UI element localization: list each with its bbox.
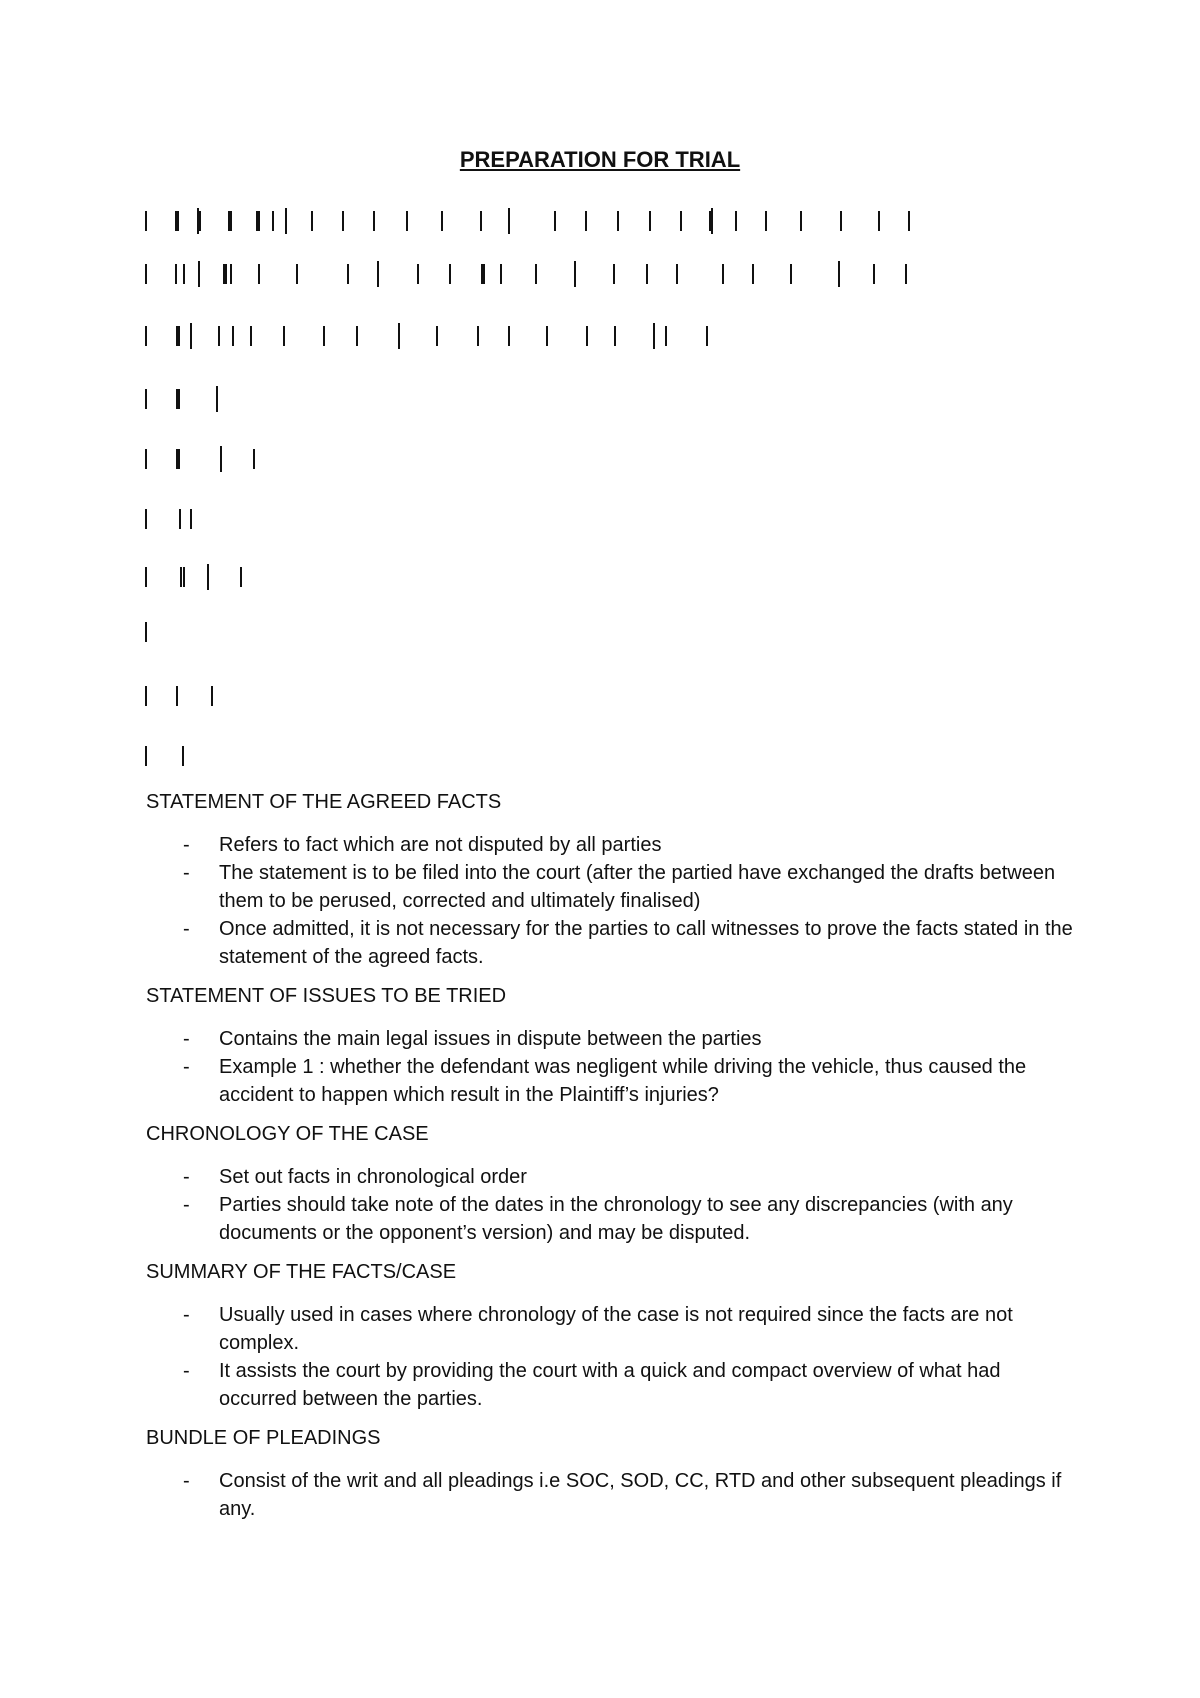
glyph-bar [250,326,252,346]
glyph-bar [179,509,181,529]
glyph-bar [190,509,192,529]
bullet-text: Once admitted, it is not necessary for the parties to call witnesses to prove the facts stated in the statement of the agreed facts. [219,918,1073,968]
glyph-bar [145,326,147,346]
glyph-bar [180,567,182,587]
bullet-text: Usually used in cases where chronology of the case is not required since the facts are not complex. [219,1304,1013,1354]
glyph-line [0,386,1200,412]
glyph-bar [441,211,443,231]
glyph-bar [483,264,485,284]
glyph-bar [356,326,358,346]
glyph-line [0,261,1200,287]
glyph-line [0,208,1200,234]
document-section [146,789,1076,971]
bullet-item [146,1163,1076,1191]
glyph-bar [296,264,298,284]
bullet-dash: - [183,1470,190,1492]
glyph-bar [508,326,510,346]
bullet-dash: - [183,1194,190,1216]
glyph-bar [183,567,185,587]
glyph-bar [342,211,344,231]
glyph-bar [800,211,802,231]
bullet-text: Parties should take note of the dates in the chronology to see any discrepancies (with any documents or the opponent’s version) and may be disputed. [219,1194,1013,1244]
glyph-bar [240,567,242,587]
glyph-bar [253,449,255,469]
section-heading: CHRONOLOGY OF THE CASE [146,1123,429,1145]
section-heading: STATEMENT OF ISSUES TO BE TRIED [146,985,507,1007]
glyph-bar [680,211,682,231]
glyph-bar [145,211,147,231]
section-heading: SUMMARY OF THE FACTS/CASE [146,1261,457,1283]
glyph-bar [436,326,438,346]
glyph-bar [199,211,201,231]
bullet-dash: - [183,834,190,856]
glyph-bar [145,622,147,642]
glyph-bar [873,264,875,284]
glyph-bar [182,746,184,766]
glyph-line [0,743,1200,769]
glyph-bar [574,261,576,287]
glyph-bar [613,264,615,284]
glyph-bar [586,326,588,346]
glyph-bar [676,264,678,284]
bullet-list [146,831,1076,971]
bullet-dash: - [183,1360,190,1382]
glyph-bar [535,264,537,284]
glyph-bar [207,564,209,590]
glyph-bar [838,261,840,287]
glyph-line [0,564,1200,590]
glyph-bar [177,211,179,231]
bullet-dash: - [183,1028,190,1050]
glyph-bar [272,211,274,231]
glyph-bar [178,326,180,346]
glyph-bar [190,323,192,349]
glyph-bar [585,211,587,231]
glyph-bar [480,211,482,231]
bullet-text: Consist of the writ and all pleadings i.e SOC, SOD, CC, RTD and other subsequent pleadings if any. [219,1470,1062,1520]
bullet-item [146,1025,1076,1053]
document-section [146,1259,1076,1413]
glyph-bar [735,211,737,231]
glyph-bar [546,326,548,346]
glyph-bar [198,261,200,287]
glyph-bar [285,208,287,234]
glyph-bar [373,211,375,231]
glyph-bar [258,211,260,231]
glyph-bar [377,261,379,287]
document-body [146,789,1076,1535]
glyph-bar [711,208,713,234]
glyph-bar [908,211,910,231]
bullet-list [146,1025,1076,1109]
glyph-bar [258,264,260,284]
bullet-dash: - [183,918,190,940]
glyph-bar [722,264,724,284]
glyph-bar [878,211,880,231]
bullet-dash: - [183,1166,190,1188]
glyph-bar [905,264,907,284]
bullet-item [146,831,1076,859]
bullet-text: It assists the court by providing the court with a quick and compact overview of what had occurred between the parties. [219,1360,1001,1410]
bullet-item [146,1053,1076,1109]
glyph-line [0,619,1200,645]
glyph-line [0,446,1200,472]
glyph-bar [145,686,147,706]
glyph-bar [477,326,479,346]
bullet-text: Example 1 : whether the defendant was negligent while driving the vehicle, thus caused the accident to happen which result in the Plaintiff’s injuries? [219,1056,1027,1106]
glyph-bar [176,686,178,706]
section-heading: BUNDLE OF PLEADINGS [146,1427,381,1449]
bullet-text: Set out facts in chronological order [219,1166,527,1188]
document-section [146,1121,1076,1247]
glyph-bar [230,211,232,231]
glyph-bar [218,326,220,346]
bullet-dash: - [183,1056,190,1078]
glyph-bar [175,264,177,284]
glyph-bar [230,264,232,284]
glyph-bar [449,264,451,284]
glyph-bar [646,264,648,284]
glyph-bar [417,264,419,284]
page-title: PREPARATION FOR TRIAL [459,147,741,172]
glyph-bar [665,326,667,346]
bullet-item [146,1467,1076,1523]
bullet-item [146,1191,1076,1247]
glyph-bar [706,326,708,346]
glyph-bar [508,208,510,234]
glyph-bar [283,326,285,346]
document-section [146,1425,1076,1523]
glyph-bar [614,326,616,346]
bullet-text: Refers to fact which are not disputed by all parties [219,834,662,856]
glyph-bar [840,211,842,231]
bullet-item [146,915,1076,971]
bullet-item [146,1357,1076,1413]
glyph-bar [653,323,655,349]
document-section [146,983,1076,1109]
section-heading: STATEMENT OF THE AGREED FACTS [146,791,502,813]
glyph-bar [617,211,619,231]
glyph-bar [790,264,792,284]
glyph-bar [145,746,147,766]
glyph-bar [398,323,400,349]
bullet-item [146,1301,1076,1357]
bullet-dash: - [183,1304,190,1326]
glyph-bar [145,449,147,469]
glyph-bar [232,326,234,346]
glyph-line [0,323,1200,349]
bullet-dash: - [183,862,190,884]
bullet-text: Contains the main legal issues in dispute between the parties [219,1028,762,1050]
glyph-line [0,506,1200,532]
glyph-bar [145,567,147,587]
glyph-bar [765,211,767,231]
glyph-bar [752,264,754,284]
glyph-bar [178,389,180,409]
bullet-text: The statement is to be filed into the court (after the partied have exchanged the drafts between them to be perused, corrected and ultimately finalised) [219,862,1056,912]
glyph-bar [225,264,227,284]
bullet-list [146,1467,1076,1523]
glyph-bar [145,509,147,529]
glyph-bar [183,264,185,284]
glyph-bar [554,211,556,231]
bullet-list [146,1163,1076,1247]
glyph-line [0,683,1200,709]
glyph-bar [649,211,651,231]
glyph-bar [406,211,408,231]
glyph-bar [347,264,349,284]
glyph-bar [145,389,147,409]
glyph-bar [216,386,218,412]
glyph-bar [323,326,325,346]
glyph-bar [311,211,313,231]
glyph-bar [500,264,502,284]
glyph-bar [211,686,213,706]
glyph-bar [145,264,147,284]
glyph-bar [220,446,222,472]
bullet-list [146,1301,1076,1413]
glyph-bar [178,449,180,469]
bullet-item [146,859,1076,915]
